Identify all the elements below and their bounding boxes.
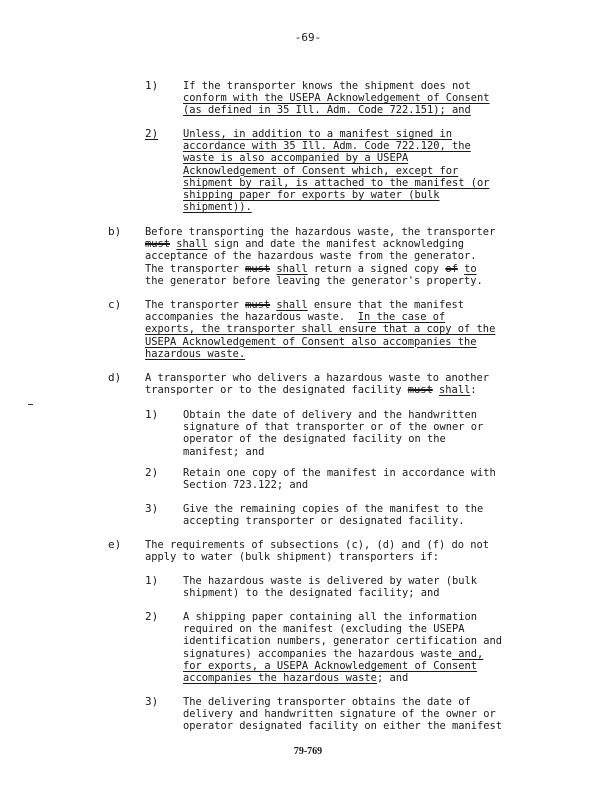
inserted-text: waste is also accompanied by a USEPA — [183, 152, 409, 165]
text-segment: Obtain the date of delivery and the handwritten — [183, 409, 478, 421]
inserted-text: accordance with 35 Ill. Adm. Code 722.120, the — [183, 140, 471, 153]
text-segment: shipment) to the designated facility; and — [183, 587, 440, 600]
struck-text: must — [145, 238, 171, 251]
inserted-text: shipping paper for exports by water (bulk — [183, 189, 440, 202]
text-segment: Retain one copy of the manifest in accordance with — [183, 467, 496, 479]
inserted-text: shipment)). — [183, 201, 252, 214]
text-segment: signature of that transporter or of the owner or — [183, 421, 484, 434]
text-segment: A transporter who delivers a hazardous waste to another — [145, 372, 490, 384]
inserted-text: exports, the transporter shall ensure that a copy of the — [145, 323, 496, 336]
text-line — [183, 696, 603, 708]
struck-text: must — [245, 262, 271, 275]
inserted-text: shall — [439, 384, 471, 397]
item-text-c — [145, 299, 565, 360]
inserted-text: for exports, a USEPA Acknowledgement of Consent — [183, 659, 478, 672]
inserted-text: Unless, in addition to a manifest signed in — [183, 128, 452, 140]
item-marker-e: e) — [108, 538, 122, 551]
text-segment: accompanies the hazardous waste. — [145, 311, 358, 324]
text-line — [183, 433, 603, 445]
text-line — [183, 575, 603, 587]
margin-mark — [28, 404, 33, 405]
item-marker-c: c) — [108, 298, 122, 311]
text-segment: identification numbers, generator certification and — [183, 635, 503, 648]
item-marker-b: b) — [108, 225, 122, 238]
text-segment: Section 723.122; and — [183, 479, 309, 492]
item-text-d-1 — [183, 409, 603, 458]
text-line — [145, 250, 565, 262]
item-marker-e-1: 1) — [145, 574, 159, 587]
text-segment: operator designated facility on either the manifest — [183, 720, 503, 733]
text-line — [145, 226, 565, 238]
item-text-d-2 — [183, 467, 603, 491]
inserted-text: shipment by rail, is attached to the manifest (or — [183, 176, 490, 189]
text-line — [145, 323, 565, 335]
text-line — [145, 299, 565, 311]
text-line — [145, 263, 565, 275]
text-line — [183, 467, 603, 479]
text-segment: : — [470, 384, 477, 397]
text-segment: Give the remaining copies of the manifest to the — [183, 503, 484, 515]
inserted-text: USEPA Acknowledgement of Consent also accompanies the — [145, 335, 477, 348]
text-segment: acceptance of the hazardous waste from the generator. — [145, 250, 477, 263]
item-marker-d-1: 1) — [145, 408, 159, 421]
item-text-e-2 — [183, 611, 603, 684]
item-marker-d-3: 3) — [145, 502, 159, 515]
item-marker-e-2: 2) — [145, 610, 159, 623]
text-line — [145, 551, 565, 563]
text-line — [145, 275, 565, 287]
item-marker-d: d) — [108, 371, 122, 384]
text-segment: Before transporting the hazardous waste, the transporter — [145, 226, 496, 238]
item-text-b — [145, 226, 565, 287]
item-marker-a-1: 1) — [145, 79, 159, 92]
text-segment: A shipping paper containing all the information — [183, 611, 478, 623]
struck-text: of — [445, 262, 458, 275]
text-line — [183, 140, 603, 152]
text-line — [183, 479, 603, 491]
struck-text: must — [407, 384, 433, 397]
text-line — [183, 92, 603, 104]
page-header: -69- — [294, 31, 322, 44]
text-line — [145, 348, 565, 360]
text-segment: the generator before leaving the generator's property. — [145, 274, 483, 287]
inserted-text: to — [464, 262, 477, 275]
text-line — [183, 421, 603, 433]
text-line — [183, 104, 603, 116]
text-line — [183, 611, 603, 623]
item-text-a-1 — [183, 80, 603, 117]
text-line — [183, 128, 603, 140]
text-segment: operator of the designated facility on the — [183, 433, 446, 446]
text-line — [183, 720, 603, 732]
text-segment: apply to water (bulk shipment) transporters if: — [145, 551, 440, 564]
text-line — [183, 446, 603, 458]
inserted-text: (as defined in 35 Ill. Adm. Code 722.151); and — [183, 104, 471, 117]
text-line — [183, 635, 603, 647]
text-line — [183, 201, 603, 213]
inserted-text: In the case of — [357, 311, 446, 324]
inserted-text: conform with the USEPA Acknowledgement of Consent — [183, 92, 490, 105]
text-segment: The requirements of subsections (c), (d) and (f) do not — [145, 539, 490, 551]
inserted-text: shall — [176, 238, 208, 251]
text-line — [183, 152, 603, 164]
text-segment: required on the manifest (excluding the USEPA — [183, 623, 465, 636]
text-segment: ; and — [376, 672, 409, 685]
text-segment: The transporter — [145, 262, 246, 275]
text-segment: The hazardous waste is delivered by water (bulk — [183, 575, 478, 587]
text-segment: manifest; and — [183, 445, 265, 458]
item-marker-d-2: 2) — [145, 466, 159, 479]
text-line — [145, 336, 565, 348]
item-text-d-3 — [183, 503, 603, 527]
text-segment: The transporter — [145, 299, 246, 311]
page-footer: 79-769 — [293, 746, 323, 757]
text-segment: delivery and handwritten signature of the owner or — [183, 708, 496, 721]
text-line — [183, 660, 603, 672]
inserted-text: Acknowledgement of Consent which, except for — [183, 164, 459, 177]
text-line — [183, 177, 603, 189]
inserted-text: shall — [276, 262, 308, 275]
text-segment: signatures) accompanies the hazardous waste — [183, 647, 452, 660]
text-line — [145, 238, 565, 250]
inserted-text: and, — [452, 647, 484, 660]
struck-text: must — [245, 299, 271, 311]
text-line — [145, 539, 565, 551]
inserted-text: accompanies the hazardous waste — [183, 672, 377, 685]
text-line — [183, 515, 603, 527]
text-line — [145, 372, 565, 384]
item-text-a-2 — [183, 128, 603, 213]
text-line — [145, 384, 565, 396]
inserted-text: shall — [276, 299, 308, 311]
text-line — [183, 189, 603, 201]
item-marker-a-2: 2) — [145, 127, 159, 140]
item-text-e-3 — [183, 696, 603, 733]
item-marker-e-3: 3) — [145, 695, 159, 708]
item-text-e — [145, 539, 565, 563]
text-line — [145, 311, 565, 323]
text-segment: If the transporter knows the shipment does not — [183, 80, 471, 92]
text-line — [183, 165, 603, 177]
text-segment: ensure that the manifest — [307, 299, 465, 311]
text-segment: sign and date the manifest acknowledging — [207, 238, 465, 251]
text-line — [183, 672, 603, 684]
item-text-d — [145, 372, 565, 396]
text-segment: accepting transporter or designated facility. — [183, 515, 465, 528]
inserted-text: hazardous waste. — [145, 347, 246, 360]
text-line — [183, 708, 603, 720]
text-line — [183, 80, 603, 92]
text-segment: The delivering transporter obtains the date of — [183, 696, 471, 708]
text-segment: transporter or to the designated facility — [145, 384, 408, 397]
text-line — [183, 503, 603, 515]
text-line — [183, 587, 603, 599]
text-line — [183, 409, 603, 421]
text-line — [183, 648, 603, 660]
text-segment: return a signed copy — [307, 262, 446, 275]
item-text-e-1 — [183, 575, 603, 599]
text-line — [183, 623, 603, 635]
